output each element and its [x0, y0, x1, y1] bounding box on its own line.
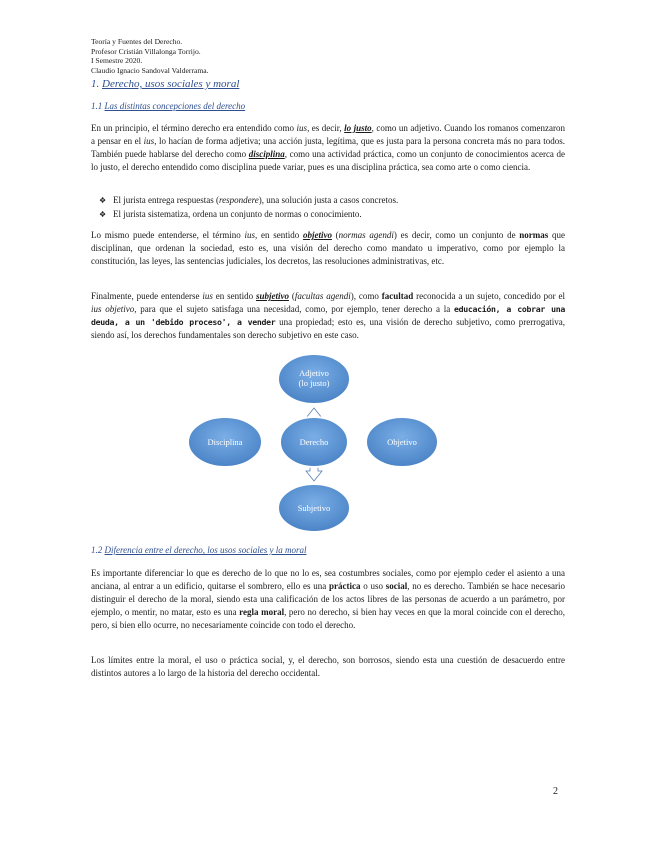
text-run: reconocida a un sujeto, concedido por el — [413, 291, 565, 301]
text-run: ius objetivo — [91, 304, 135, 314]
text-run: ), una solución justa a casos concretos. — [258, 195, 399, 205]
text-run: ( — [288, 291, 295, 301]
header-course: Teoría y Fuentes del Derecho. — [91, 37, 183, 46]
node-label: Adjetivo — [299, 368, 329, 378]
text-run: o uso — [360, 581, 386, 591]
section-title: Diferencia entre el derecho, los usos sociales y la moral — [104, 545, 307, 555]
text-run: Lo mismo puede entenderse, el término — [91, 230, 245, 240]
node-label: Disciplina — [207, 437, 243, 447]
concept-diagram — [180, 353, 440, 533]
text-run: social — [385, 581, 408, 591]
text-run: , para que el sujeto satisfaga una necesidad, como, por ejemplo, tener derecho a la — [134, 304, 454, 314]
document-header — [91, 37, 209, 75]
section-number: 1.2 — [91, 545, 103, 555]
text-run: disciplina — [248, 149, 285, 159]
text-run: ius — [244, 230, 256, 240]
text-run: ( — [331, 230, 339, 240]
text-run: ius — [296, 123, 308, 133]
section-title: Las distintas concepciones del derecho — [104, 101, 246, 111]
node-label: Derecho — [299, 437, 329, 447]
text-run: una propiedad; esto es, una visión de derecho subjetivo, como prerrogativa, siendo así, los derechos fundamentales son derecho subjetivo en este caso. — [91, 317, 566, 340]
text-run: ius — [143, 136, 155, 146]
title-number: 1. — [91, 78, 100, 90]
text-run: Finalmente, puede entenderse — [91, 291, 203, 301]
paragraph-3 — [91, 290, 565, 342]
section-heading-1-2 — [91, 545, 306, 555]
title-text: Derecho, usos sociales y moral — [102, 78, 240, 90]
arrow-down-icon — [306, 466, 322, 481]
text-run: facultad — [381, 291, 414, 301]
node-label: (lo justo) — [298, 378, 330, 388]
node-label: Subjetivo — [297, 503, 331, 513]
node-label: Objetivo — [387, 437, 417, 447]
node-disciplina — [188, 417, 262, 467]
text-run: , como un adjetivo. Cuando los romanos comenzaron a pensar en el — [91, 123, 565, 146]
text-run: lo justo — [344, 123, 372, 133]
page-number: 2 — [553, 786, 558, 797]
diamond-bullet-icon: ❖ — [99, 196, 107, 205]
text-run: ), como — [350, 291, 382, 301]
text-run: respondere — [218, 195, 259, 205]
paragraph-1 — [91, 122, 565, 174]
text-run: práctica — [328, 581, 361, 591]
text-run: normas — [519, 230, 549, 240]
node-derecho — [280, 417, 348, 467]
text-run: , es decir, — [307, 123, 345, 133]
header-author: Claudio Ignacio Sandoval Valderrama. — [91, 65, 209, 75]
text-run: ius — [202, 291, 213, 301]
bullet-item — [99, 194, 399, 207]
text-run: , no es derecho. También se hace necesario distinguir el derecho de la moral, siendo esta una calificación de los actos libres de las personas de acuerdo a un parámetro, por ejemplo, o mentir, no matar, esto es una — [91, 581, 565, 617]
paragraph-2 — [91, 229, 565, 268]
bullet-item — [99, 208, 362, 221]
text-run: objetivo — [302, 230, 332, 240]
text-run: ) es decir, como un conjunto de — [393, 230, 520, 240]
section-heading-1-1 — [91, 101, 245, 111]
text-run: , lo hacían de forma adjetiva; una acción justa, legítima, que es justa para la persona concreta más no para todos. También puede hablarse del derecho como — [91, 136, 565, 159]
header-professor: Profesor Cristián Villalonga Torrijo. — [91, 46, 201, 56]
text-run: , en sentido — [255, 230, 303, 240]
text-run: , como una actividad práctica, como un conjunto de conocimientos acerca de lo justo, el derecho entendido como disciplina puede variar, pues es una disciplina práctica, sea como arte o como ciencia. — [91, 149, 566, 172]
paragraph-4 — [91, 567, 565, 632]
diamond-bullet-icon: ❖ — [99, 210, 107, 219]
text-run: subjetivo — [255, 291, 289, 301]
text-run: facultas agendi — [294, 291, 351, 301]
paragraph-5: Los límites entre la moral, el uso o práctica social, y, el derecho, son borrosos, siendo esta una cuestión de desacuerdo entre distintos autores a lo largo de la historia del derecho occidental. — [91, 655, 565, 678]
text-run: El jurista sistematiza, ordena un conjunto de normas o conocimiento. — [113, 209, 362, 219]
text-run: En un principio, el término derecho era entendido como — [91, 123, 297, 133]
text-run: que disciplinan, que ordenan la sociedad, esto es, una visión del derecho como mandato u imperativo, como por ejemplo la constitución, las leyes, las sentencias judiciales, los decretos, las resoluciones administrativas, etc. — [91, 230, 565, 266]
node-subjetivo — [278, 484, 350, 532]
section-number: 1.1 — [91, 101, 103, 111]
text-run: El jurista entrega respuestas ( — [113, 195, 219, 205]
text-run: educación, a cobrar una deuda, a un 'debido proceso', a vender — [91, 304, 565, 327]
node-adjetivo — [278, 354, 350, 404]
text-run: , pero no derecho, si bien hay veces en que la moral coincide con el derecho, pero, si bien ello ocurre, no necesariamente coincide con todo el derecho. — [91, 607, 565, 630]
node-objetivo — [366, 417, 438, 467]
text-run: Es importante diferenciar lo que es derecho de lo que no lo es, sea costumbres sociales, como por ejemplo ceder el asiento a una anciana, al entrar a un edificio, quitarse el sombrero, ello es una — [91, 568, 565, 591]
header-semester: I Semestre 2020. — [91, 56, 143, 66]
page-title — [91, 78, 239, 90]
text-run: normas agendi — [338, 230, 394, 240]
text-run: en sentido — [212, 291, 256, 301]
text-run: regla moral — [239, 607, 285, 617]
